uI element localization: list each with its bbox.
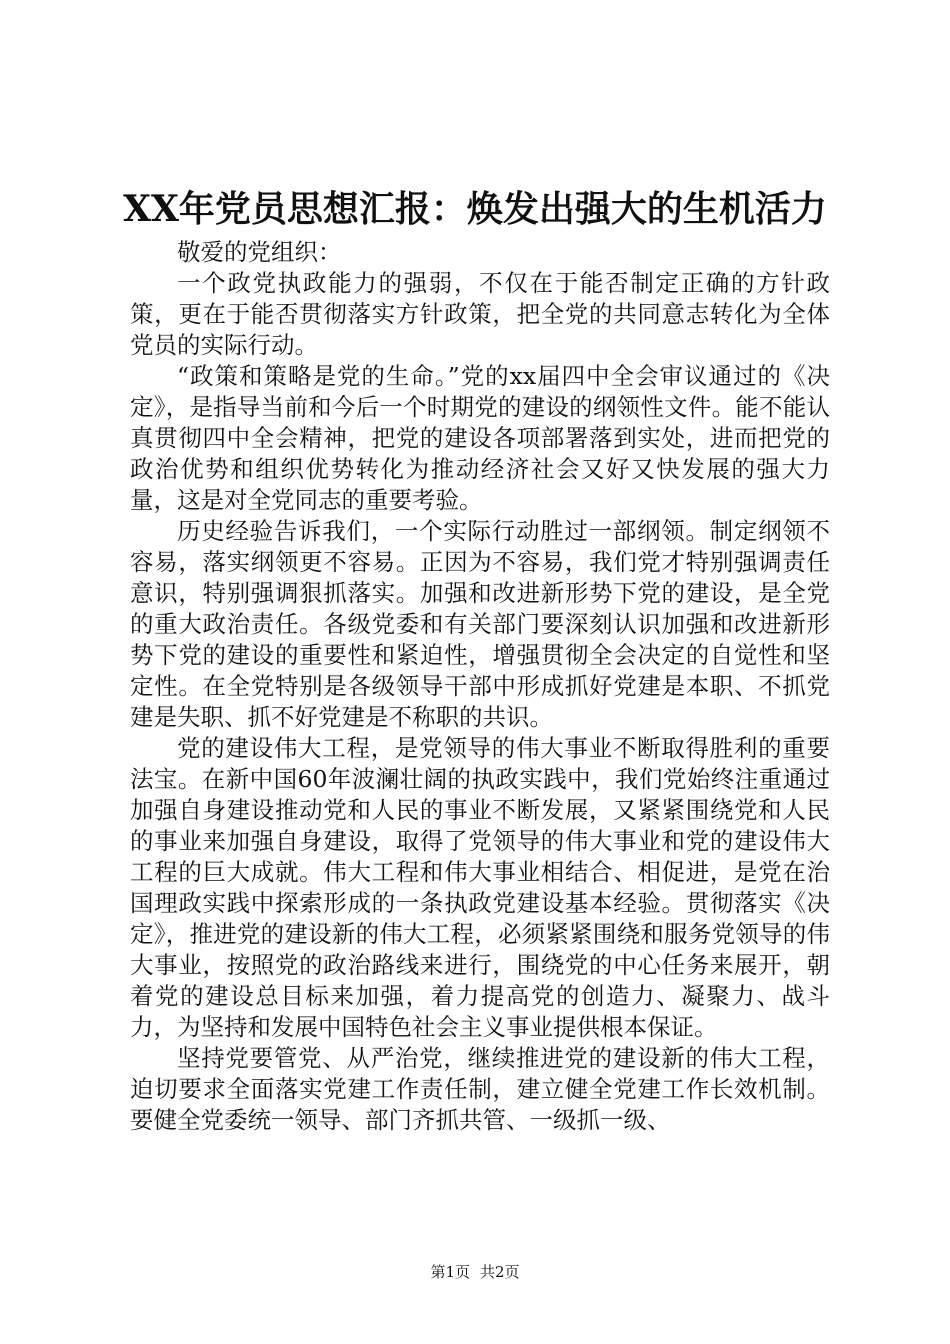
paragraph: 一个政党执政能力的强弱，不仅在于能否制定正确的方针政策，更在于能否贯彻落实方针政策，把全党的共同意志转化为全体党员的实际行动。 [130, 269, 830, 359]
paragraph: 历史经验告诉我们，一个实际行动胜过一部纲领。制定纲领不容易，落实纲领更不容易。正因为不容易，我们党才特别强调责任意识，特别强调狠抓落实。加强和改进新形势下党的建设，是全党的重大政治责任。各级党委和有关部门要深刻认识加强和改进新形势下党的建设的重要性和紧迫性，增强贯彻全会决定的自觉性和坚定性。在全党特别是各级领导干部中形成抓好党建是本职、不抓党建是失职、抓不好党建是不称职的共识。 [130, 517, 830, 731]
paragraph: “政策和策略是党的生命。”党的xx届四中全会审议通过的《决定》，是指导当前和今后一个时期党的建设的纲领性文件。能不能认真贯彻四中全会精神，把党的建设各项部署落到实处，进而把党的政治优势和组织优势转化为推动经济社会又好又快发展的强大力量，这是对全党同志的重要考验。 [130, 362, 830, 514]
page-number: 第1页 [430, 1263, 470, 1281]
document-title: XX年党员思想汇报：焕发出强大的生机活力 [123, 188, 827, 230]
document-body [130, 237, 830, 1136]
page-footer [0, 1262, 950, 1282]
page-total: 共2页 [480, 1263, 520, 1281]
paragraph: 党的建设伟大工程，是党领导的伟大事业不断取得胜利的重要法宝。在新中国60年波澜壮阔的执政实践中，我们党始终注重通过加强自身建设推动党和人民的事业不断发展，又紧紧围绕党和人民的事业来加强自身建设，取得了党领导的伟大事业和党的建设伟大工程的巨大成就。伟大工程和伟大事业相结合、相促进，是党在治国理政实践中探索形成的一条执政党建设基本经验。贯彻落实《决定》，推进党的建设新的伟大工程，必须紧紧围绕和服务党领导的伟大事业，按照党的政治路线来进行，围绕党的中心任务来展开，朝着党的建设总目标来加强，着力提高党的创造力、凝聚力、战斗力，为坚持和发展中国特色社会主义事业提供根本保证。 [130, 734, 830, 1041]
paragraph: 坚持党要管党、从严治党，继续推进党的建设新的伟大工程，迫切要求全面落实党建工作责任制，建立健全党建工作长效机制。要健全党委统一领导、部门齐抓共管、一级抓一级、 [130, 1044, 830, 1134]
salutation: 敬爱的党组织： [177, 238, 342, 266]
